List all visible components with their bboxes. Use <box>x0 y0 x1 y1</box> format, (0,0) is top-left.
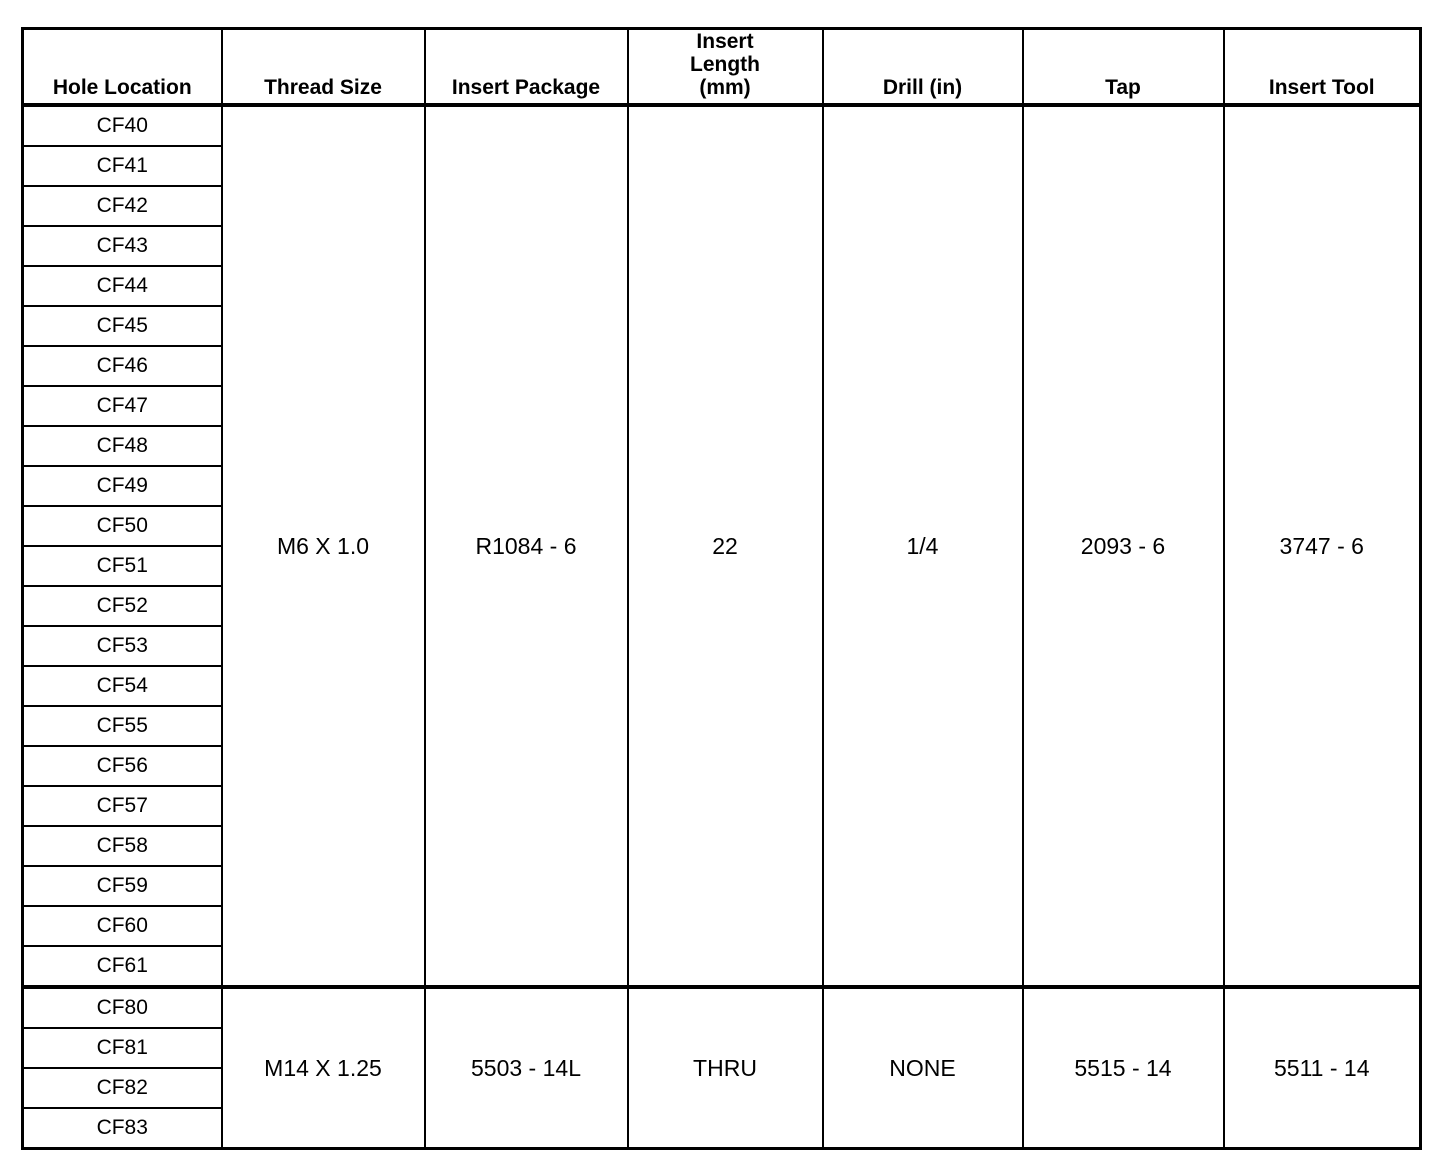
tap-cell: 5515 - 14 <box>1023 987 1224 1149</box>
insert-length-cell: 22 <box>628 105 823 987</box>
header-insert-tool: Insert Tool <box>1224 29 1421 106</box>
insert-tool-cell: 5511 - 14 <box>1224 987 1421 1149</box>
hole-location-cell: CF43 <box>23 226 222 266</box>
hole-location-cell: CF47 <box>23 386 222 426</box>
header-row <box>23 29 1421 106</box>
hole-location-cell: CF52 <box>23 586 222 626</box>
hole-location-cell: CF59 <box>23 866 222 906</box>
header-drill: Drill (in) <box>823 29 1023 106</box>
hole-location-cell: CF60 <box>23 906 222 946</box>
hole-location-cell: CF56 <box>23 746 222 786</box>
hole-location-cell: CF81 <box>23 1028 222 1068</box>
hole-location-cell: CF55 <box>23 706 222 746</box>
hole-location-cell: CF40 <box>23 105 222 146</box>
hole-location-cell: CF42 <box>23 186 222 226</box>
drill-cell: NONE <box>823 987 1023 1149</box>
hole-location-cell: CF61 <box>23 946 222 987</box>
hole-location-cell: CF58 <box>23 826 222 866</box>
table-row <box>23 987 1421 1028</box>
thread-size-cell: M6 X 1.0 <box>222 105 425 987</box>
header-insert-package: Insert Package <box>425 29 628 106</box>
table-group-m6 <box>23 105 1421 987</box>
header-insert-length: Insert Length (mm) <box>628 29 823 106</box>
hole-location-cell: CF80 <box>23 987 222 1028</box>
header-hole-location: Hole Location <box>23 29 222 106</box>
insert-package-cell: R1084 - 6 <box>425 105 628 987</box>
hole-location-cell: CF44 <box>23 266 222 306</box>
thread-size-cell: M14 X 1.25 <box>222 987 425 1149</box>
insert-tool-cell: 3747 - 6 <box>1224 105 1421 987</box>
hole-location-cell: CF82 <box>23 1068 222 1108</box>
hole-location-cell: CF45 <box>23 306 222 346</box>
hole-location-cell: CF53 <box>23 626 222 666</box>
table-group-m14 <box>23 987 1421 1149</box>
table-row <box>23 105 1421 146</box>
thread-insert-table <box>21 27 1422 1150</box>
insert-length-cell: THRU <box>628 987 823 1149</box>
hole-location-cell: CF83 <box>23 1108 222 1149</box>
hole-location-cell: CF49 <box>23 466 222 506</box>
drill-cell: 1/4 <box>823 105 1023 987</box>
hole-location-cell: CF57 <box>23 786 222 826</box>
tap-cell: 2093 - 6 <box>1023 105 1224 987</box>
hole-location-cell: CF51 <box>23 546 222 586</box>
hole-location-cell: CF48 <box>23 426 222 466</box>
hole-location-cell: CF54 <box>23 666 222 706</box>
table-header <box>23 29 1421 106</box>
hole-location-cell: CF41 <box>23 146 222 186</box>
hole-location-cell: CF46 <box>23 346 222 386</box>
hole-location-cell: CF50 <box>23 506 222 546</box>
header-tap: Tap <box>1023 29 1224 106</box>
insert-package-cell: 5503 - 14L <box>425 987 628 1149</box>
header-thread-size: Thread Size <box>222 29 425 106</box>
